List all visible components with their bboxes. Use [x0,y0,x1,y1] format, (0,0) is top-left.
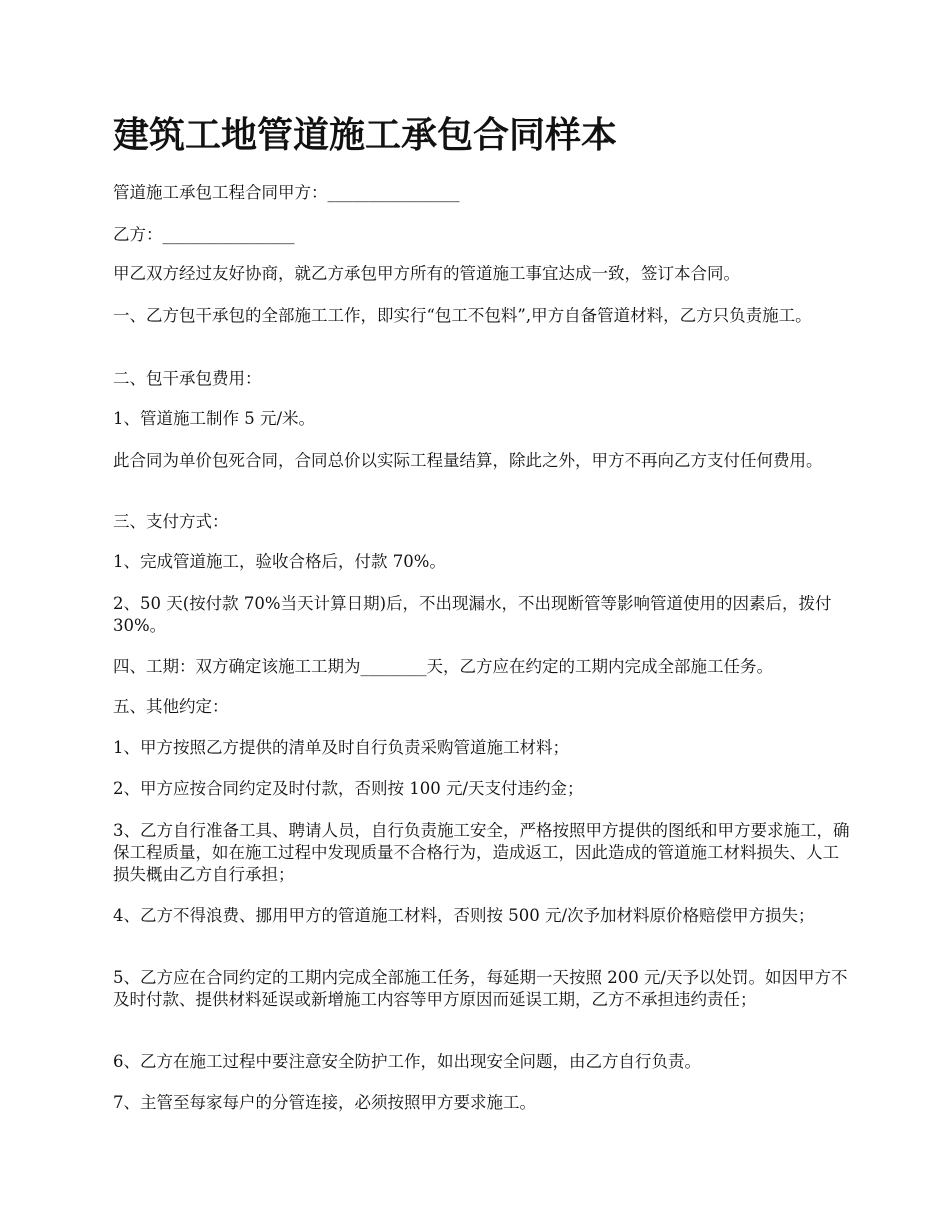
paragraph-clause-4: 四、工期：双方确定该施工工期为________天，乙方应在约定的工期内完成全部施工任务。 [113,657,773,676]
paragraph-clause-5-item-6: 6、乙方在施工过程中要注意安全防护工作，如出现安全问题，由乙方自行负责。 [113,1052,701,1071]
paragraph-intro: 甲乙双方经过友好协商，就乙方承包甲方所有的管道施工事宜达成一致，签订本合同。 [113,264,740,283]
paragraph-clause-2-heading: 二、包干承包费用： [113,369,262,388]
paragraph-clause-3-heading: 三、支付方式： [113,512,229,531]
paragraph-clause-5-item-2: 2、甲方应按合同约定及时付款，否则按 100 元/天支付违约金； [113,779,584,798]
document-title: 建筑工地管道施工承包合同样本 [113,115,618,156]
paragraph-clause-5-item-5: 5、乙方应在合同约定的工期内完成全部施工任务，每延期一天按照 200 元/天予以处罚。如因甲方不及时付款、提供材料延误或新增施工内容等甲方原因而延误工期，乙方不承担违约责任； [113,968,848,1009]
paragraph-party-b: 乙方：________________ [113,225,295,244]
paragraph-clause-5-item-1: 1、甲方按照乙方提供的清单及时自行负责采购管道施工材料； [113,738,569,757]
paragraph-clause-5-item-3: 3、乙方自行准备工具、聘请人员，自行负责施工安全，严格按照甲方提供的图纸和甲方要求施工，确保工程质量，如在施工过程中发现质量不合格行为，造成返工，因此造成的管道施工材料损失、人工损失概由乙方自行承担； [113,821,850,884]
paragraph-clause-3-item-1: 1、完成管道施工，验收合格后，付款 70%。 [113,552,446,571]
paragraph-clause-2-item-1: 1、管道施工制作 5 元/米。 [113,409,316,428]
paragraph-clause-1: 一、乙方包干承包的全部施工工作，即实行“包工不包料”,甲方自备管道材料，乙方只负责施工。 [113,306,812,325]
paragraph-unit-price: 此合同为单价包死合同，合同总价以实际工程量结算，除此之外，甲方不再向乙方支付任何费用。 [113,451,823,470]
paragraph-party-a: 管道施工承包工程合同甲方：________________ [113,183,460,202]
paragraph-clause-5-item-7: 7、主管至每家每户的分管连接，必须按照甲方要求施工。 [113,1093,536,1112]
paragraph-clause-5-heading: 五、其他约定： [113,697,229,716]
paragraph-clause-5-item-4: 4、乙方不得浪费、挪用甲方的管道施工材料，否则按 500 元/次予加材料原价格赔偿甲方损失； [113,906,815,925]
paragraph-clause-3-item-2: 2、50 天(按付款 70%当天计算日期)后，不出现漏水，不出现断管等影响管道使用的因素后，拨付 30%。 [113,594,832,635]
